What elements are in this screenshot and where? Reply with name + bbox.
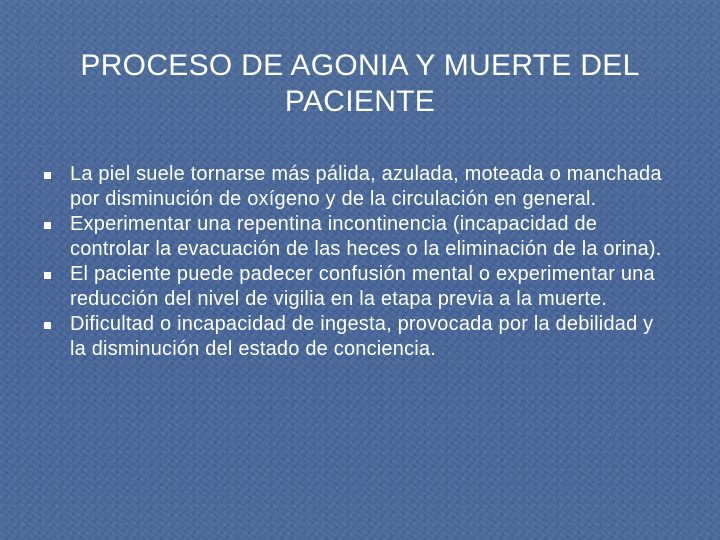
bullet-item [44,262,674,312]
bullet-list [44,162,674,362]
square-bullet-icon [44,322,51,329]
bullet-text: Experimentar una repentina incontinencia (incapacidad de controlar la evacuación de las heces o la eliminación de la orina). [70,213,662,260]
slide-title: PROCESO DE AGONIA Y MUERTE DEL PACIENTE [80,49,640,118]
square-bullet-icon [44,172,51,179]
bullet-item [44,162,674,212]
bullet-text: La piel suele tornarse más pálida, azulada, moteada o manchada por disminución de oxígeno y de la circulación en general. [70,163,662,210]
bullet-item [44,312,674,362]
bullet-text: Dificultad o incapacidad de ingesta, provocada por la debilidad y la disminución del estado de conciencia. [70,313,654,360]
square-bullet-icon [44,222,51,229]
bullet-text: El paciente puede padecer confusión mental o experimentar una reducción del nivel de vigilia en la etapa previa a la muerte. [70,263,655,310]
bullet-item [44,212,674,262]
square-bullet-icon [44,272,51,279]
